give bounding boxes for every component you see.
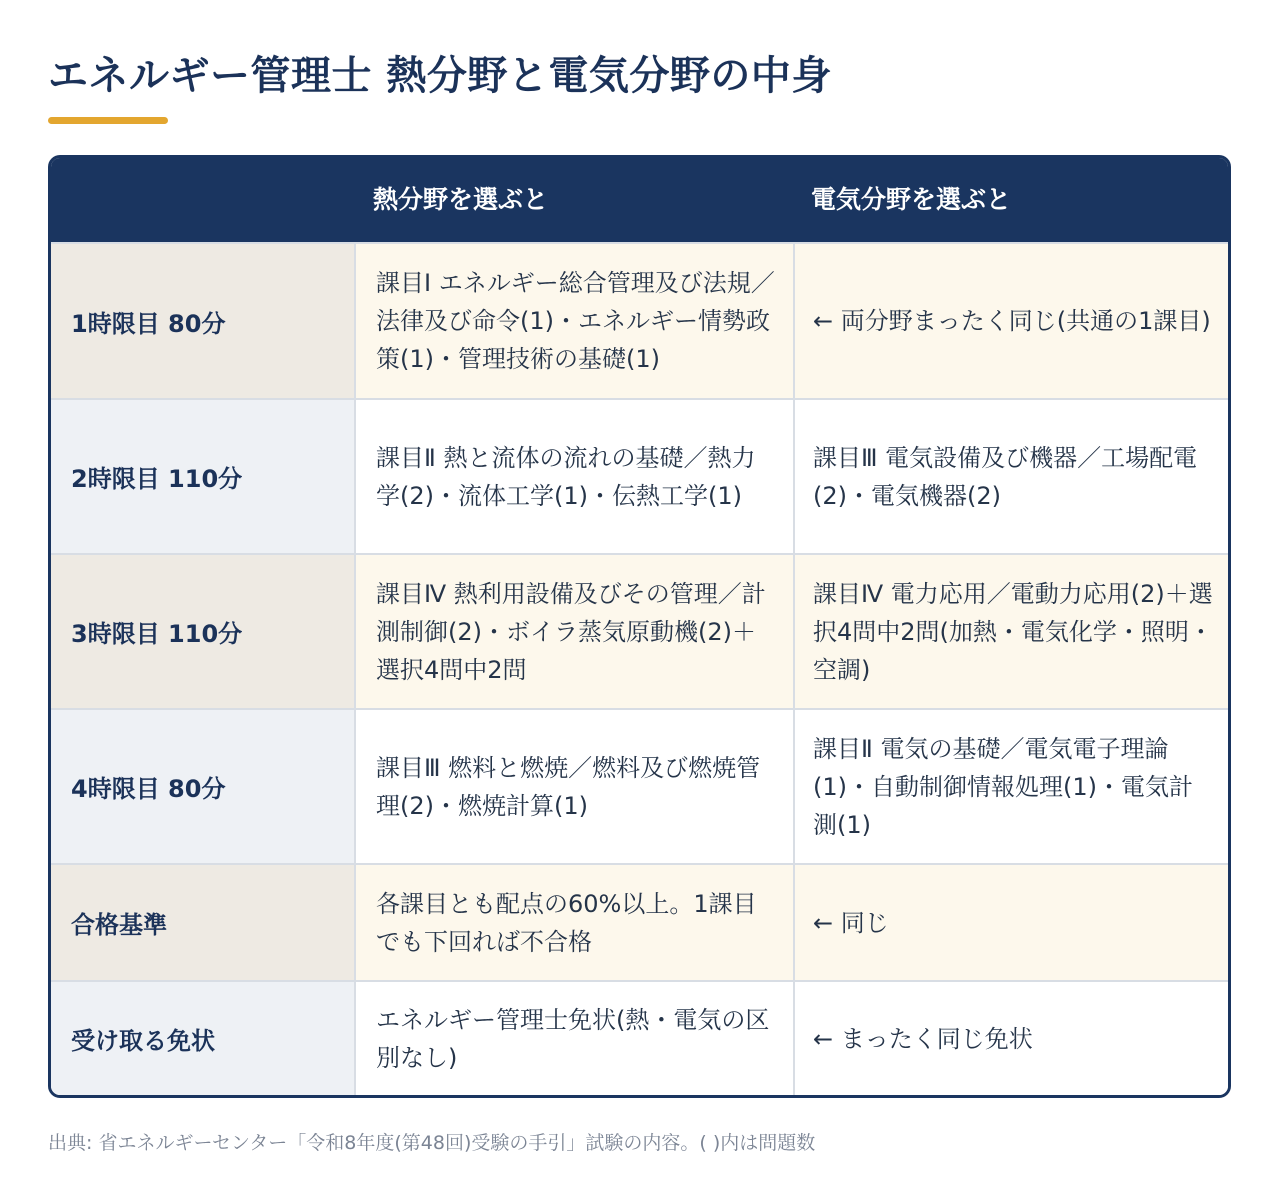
electric-cell: 課目Ⅳ 電力応用／電動力応用(2)＋選択4問中2問(加熱・電気化学・照明・空調) bbox=[793, 555, 1228, 708]
row-label: 4時限目 80分 bbox=[51, 710, 354, 863]
row-label: 2時限目 110分 bbox=[51, 400, 354, 553]
comparison-table bbox=[48, 155, 1231, 1098]
heat-cell: 課目Ⅳ 熱利用設備及びその管理／計測制御(2)・ボイラ蒸気原動機(2)＋選択4問中2問 bbox=[354, 555, 793, 708]
page-title: エネルギー管理士 熱分野と電気分野の中身 bbox=[48, 53, 832, 99]
title-accent-bar bbox=[48, 117, 168, 124]
table-row bbox=[51, 398, 1228, 553]
table-row bbox=[51, 242, 1228, 398]
table-row bbox=[51, 980, 1228, 1095]
heat-cell: 課目Ⅰ エネルギー総合管理及び法規／法律及び命令(1)・エネルギー情勢政策(1)・管理技術の基礎(1) bbox=[354, 244, 793, 398]
heat-cell: 課目Ⅲ 燃料と燃焼／燃料及び燃焼管理(2)・燃焼計算(1) bbox=[354, 710, 793, 863]
source-note: 出典: 省エネルギーセンター「令和8年度(第48回)受験の手引」試験の内容。( )内は問題数 bbox=[48, 1132, 816, 1154]
row-label: 受け取る免状 bbox=[51, 982, 354, 1095]
table-row bbox=[51, 863, 1228, 980]
electric-cell: ← 両分野まったく同じ(共通の1課目) bbox=[793, 244, 1228, 398]
electric-cell: ← まったく同じ免状 bbox=[793, 982, 1228, 1095]
electric-cell: ← 同じ bbox=[793, 865, 1228, 980]
heat-cell: 各課目とも配点の60%以上。1課目でも下回れば不合格 bbox=[354, 865, 793, 980]
heat-cell: 課目Ⅱ 熱と流体の流れの基礎／熱力学(2)・流体工学(1)・伝熱工学(1) bbox=[354, 400, 793, 553]
heat-cell: エネルギー管理士免状(熱・電気の区別なし) bbox=[354, 982, 793, 1095]
row-label: 3時限目 110分 bbox=[51, 555, 354, 708]
row-label: 合格基準 bbox=[51, 865, 354, 980]
row-label: 1時限目 80分 bbox=[51, 244, 354, 398]
header-heat: 熱分野を選ぶと bbox=[373, 185, 549, 214]
electric-cell: 課目Ⅲ 電気設備及び機器／工場配電(2)・電気機器(2) bbox=[793, 400, 1228, 553]
header-electric: 電気分野を選ぶと bbox=[811, 185, 1012, 214]
electric-cell: 課目Ⅱ 電気の基礎／電気電子理論(1)・自動制御情報処理(1)・電気計測(1) bbox=[793, 710, 1228, 863]
table-row bbox=[51, 553, 1228, 708]
table-row bbox=[51, 708, 1228, 863]
table-header bbox=[51, 158, 1228, 242]
